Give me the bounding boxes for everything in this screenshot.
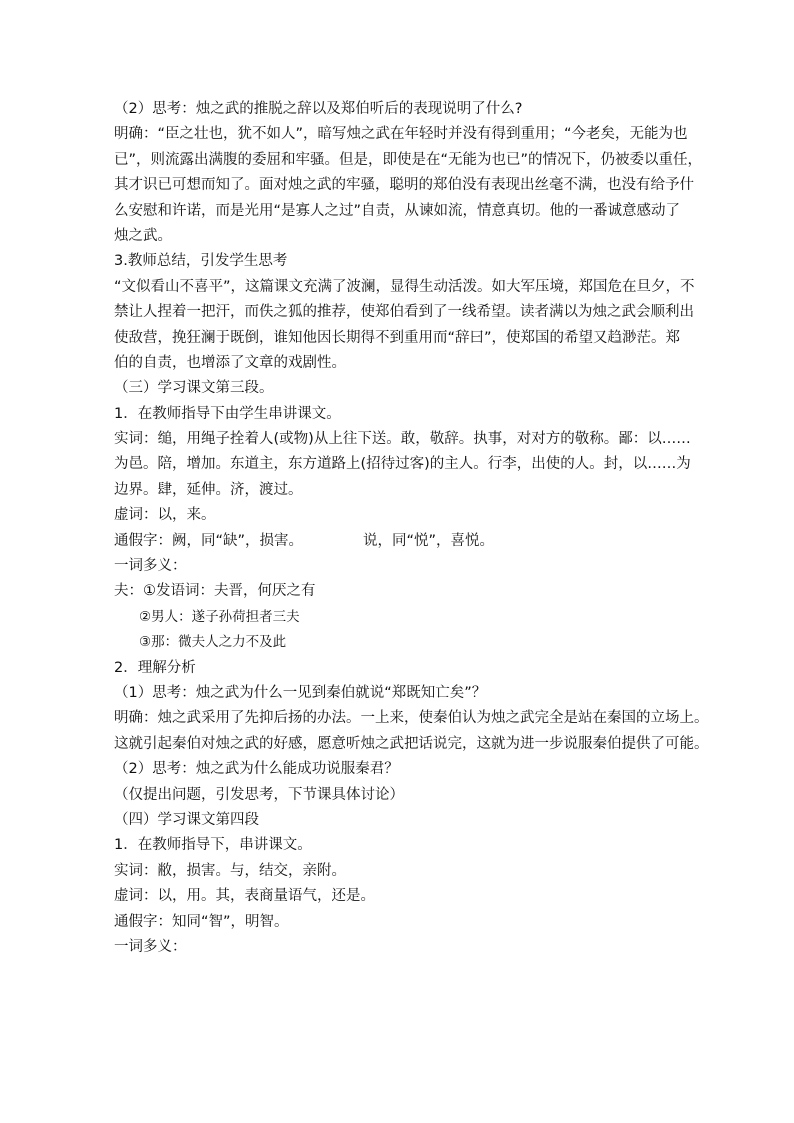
tongjia-item-2: 说，同“悦”，喜悦。: [363, 532, 495, 549]
paragraph-line: 一词多义：: [114, 558, 187, 575]
paragraph-line: [114, 529, 694, 554]
section-heading: 3.教师总结，引发学生思考: [114, 253, 288, 270]
paragraph-line: 这就引起秦伯对烛之武的好感，愿意听烛之武把话说完，这就为进一步说服秦伯提供了可能。: [114, 735, 709, 752]
paragraph-line: 其才识已可想而知了。面对烛之武的牢骚，聪明的郑伯没有表现出丝毫不满，也没有给予什: [114, 177, 694, 194]
paragraph-line: （仅提出问题，引发思考，下节课具体讨论）: [114, 786, 404, 803]
section-heading: 1．在教师指导下由学生串讲课文。: [114, 405, 341, 422]
paragraph-line: 已”，则流露出满腹的委屈和牢骚。但是，即使是在“无能为也已”的情况下，仍被委以重任，: [114, 151, 703, 168]
question-heading: （2）思考：烛之武的推脱之辞以及郑伯听后的表现说明了什么?: [114, 101, 523, 117]
paragraph-line: “文似看山不喜平”，这篇课文充满了波澜，显得生动活泼。如大军压境，郑国危在旦夕，不: [114, 278, 695, 295]
list-item: 夫：①发语词：夫晋，何厌之有: [114, 583, 316, 600]
paragraph-line: 实词：敝，损害。与，结交，亲附。: [114, 862, 346, 879]
tongjia-item-1: 通假字：阙，同“缺”，损害。: [114, 532, 304, 549]
question-heading: （2）思考：烛之武为什么能成功说服秦君？: [114, 761, 399, 778]
list-item: ②男人：遂子孙荷担者三夫: [139, 608, 300, 625]
paragraph-line: 明确：烛之武采用了先抑后扬的办法。一上来，使秦伯认为烛之武完全是站在秦国的立场上。: [114, 710, 709, 727]
paragraph-line: 使敌营，挽狂澜于既倒，谁知他因长期得不到重用而“辞曰”，使郑国的希望又趋渺茫。郑: [114, 329, 681, 346]
question-heading: （1）思考：烛之武为什么一见到秦伯就说“郑既知亡矣”？: [114, 684, 487, 701]
paragraph-line: 边界。肆，延伸。济，渡过。: [114, 481, 303, 498]
paragraph-line: 明确：“臣之壮也，犹不如人”，暗写烛之武在年轻时并没有得到重用；“今老矣，无能为也: [114, 126, 688, 143]
paragraph-line: 实词：缒，用绳子拴着人(或物)从上往下送。敢，敬辞。执事，对对方的敬称。鄙：以……: [114, 431, 691, 448]
section-heading: 1．在教师指导下，串讲课文。: [114, 837, 312, 854]
paragraph-line: 虚词：以，来。: [114, 507, 216, 524]
paragraph-line: 一词多义：: [114, 938, 187, 955]
paragraph-line: 烛之武。: [114, 227, 172, 244]
paragraph-line: 伯的自责，也增添了文章的戏剧性。: [114, 354, 346, 371]
section-heading: （三）学习课文第三段。: [114, 380, 274, 397]
section-heading: （四）学习课文第四段: [114, 811, 259, 828]
list-item: ③那：微夫人之力不及此: [139, 634, 287, 651]
section-heading: 2．理解分析: [114, 659, 196, 676]
paragraph-line: 禁让人捏着一把汗，而佚之狐的推荐，使郑伯看到了一线希望。读者满以为烛之武会顺利出: [114, 304, 694, 321]
paragraph-line: 虚词：以，用。其，表商量语气，还是。: [114, 888, 375, 905]
paragraph-line: 么安慰和许诺，而是光用“是寡人之过”自责，从谏如流，情意真切。他的一番诚意感动了: [114, 202, 681, 219]
document-page: [114, 97, 709, 960]
paragraph-line: 通假字：知同“智”，明智。: [114, 913, 289, 930]
paragraph-line: 为邑。陪，增加。东道主，东方道路上(招待过客)的主人。行李，出使的人。封，以……为: [114, 456, 691, 473]
